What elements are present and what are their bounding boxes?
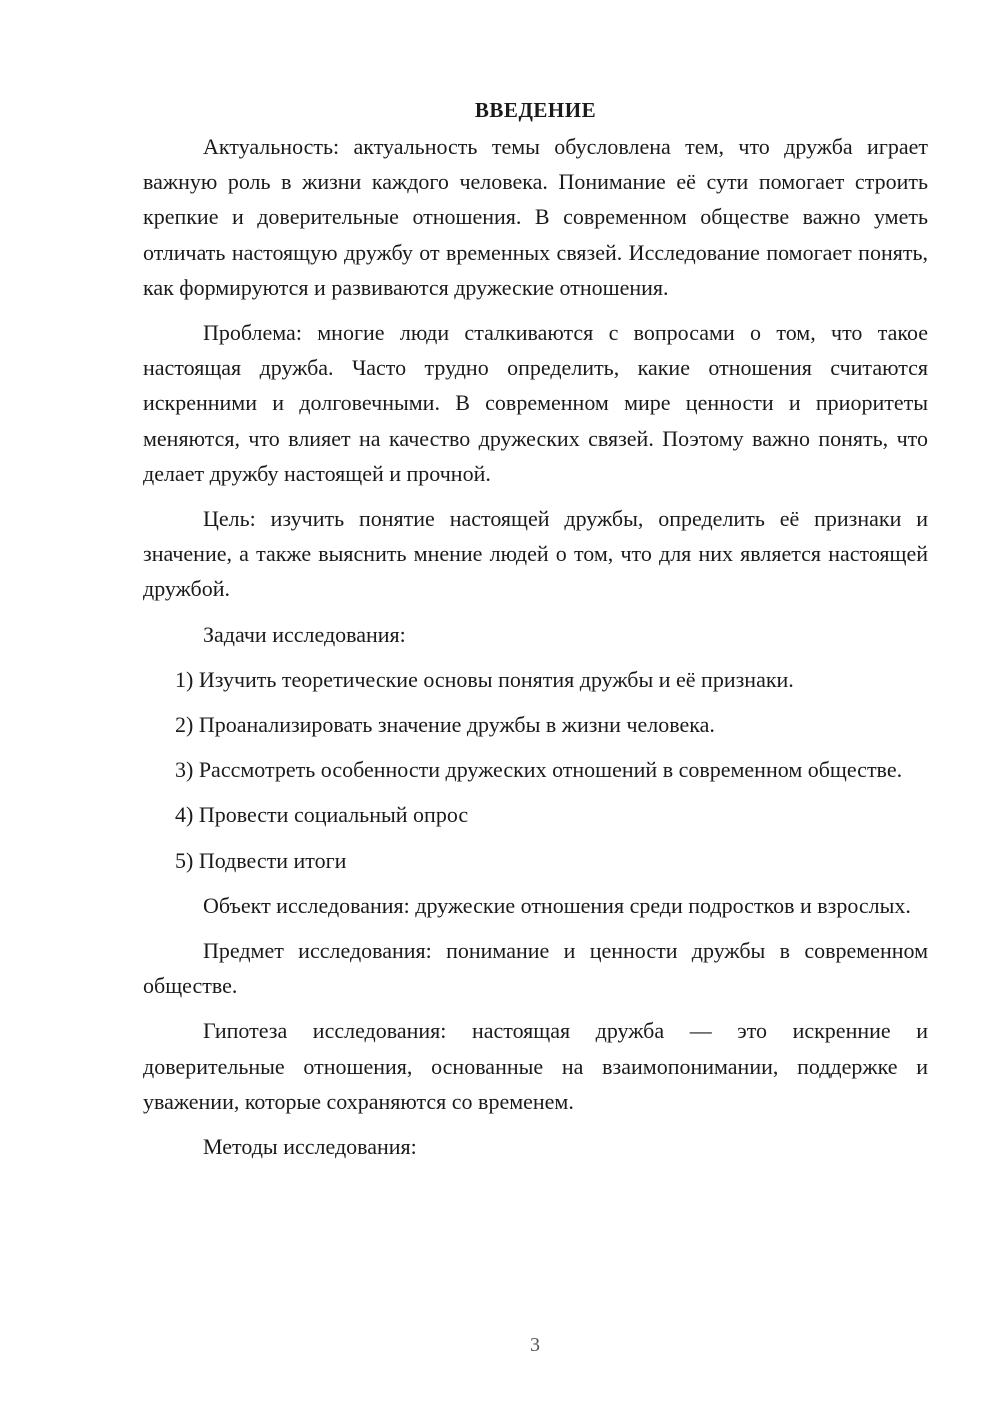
goal-paragraph: Цель: изучить понятие настоящей дружбы, определить её признаки и значение, а также выяснить мнение людей о том, что для них является настоящей дружбой. bbox=[143, 506, 928, 602]
task-item: 5) Подвести итоги bbox=[175, 847, 347, 873]
task-item: 4) Провести социальный опрос bbox=[175, 802, 469, 828]
task-item: 1) Изучить теоретические основы понятия дружбы и её признаки. bbox=[175, 666, 794, 692]
methods-heading: Методы исследования: bbox=[203, 1134, 417, 1160]
section-title: ВВЕДЕНИЕ bbox=[474, 98, 597, 122]
page-number: 3 bbox=[530, 1334, 540, 1356]
tasks-heading: Задачи исследования: bbox=[203, 621, 406, 647]
problem-paragraph: Проблема: многие люди сталкиваются с вопросами о том, что такое настоящая дружба. Часто трудно определить, какие отношения считаются искренними и долговечными. В современном мире ценности и приоритеты меняются, что влияет на качество дружеских связей. Поэтому важно понять, что делает дружбу настоящей и прочной. bbox=[143, 320, 928, 486]
task-item: 2) Проанализировать значение дружбы в жизни человека. bbox=[175, 712, 715, 738]
object-paragraph: Объект исследования: дружеские отношения среди подростков и взрослых. bbox=[203, 892, 911, 918]
hypothesis-paragraph: Гипотеза исследования: настоящая дружба — это искренние и доверительные отношения, основанные на взаимопонимании, поддержке и уважении, которые сохраняются со временем. bbox=[143, 1018, 928, 1114]
document-page bbox=[143, 95, 928, 1174]
relevance-paragraph: Актуальность: актуальность темы обусловлена тем, что дружба играет важную роль в жизни каждого человека. Понимание её сути помогает строить крепкие и доверительные отношения. В современном обществе важно уметь отличать настоящую дружбу от временных связей. Исследование помогает понять, как формируются и развиваются дружеские отношения. bbox=[143, 134, 928, 300]
tasks-list bbox=[143, 662, 928, 878]
subject-paragraph: Предмет исследования: понимание и ценности дружбы в современном обществе. bbox=[143, 938, 928, 999]
task-item: 3) Рассмотреть особенности дружеских отношений в современном обществе. bbox=[175, 757, 903, 783]
